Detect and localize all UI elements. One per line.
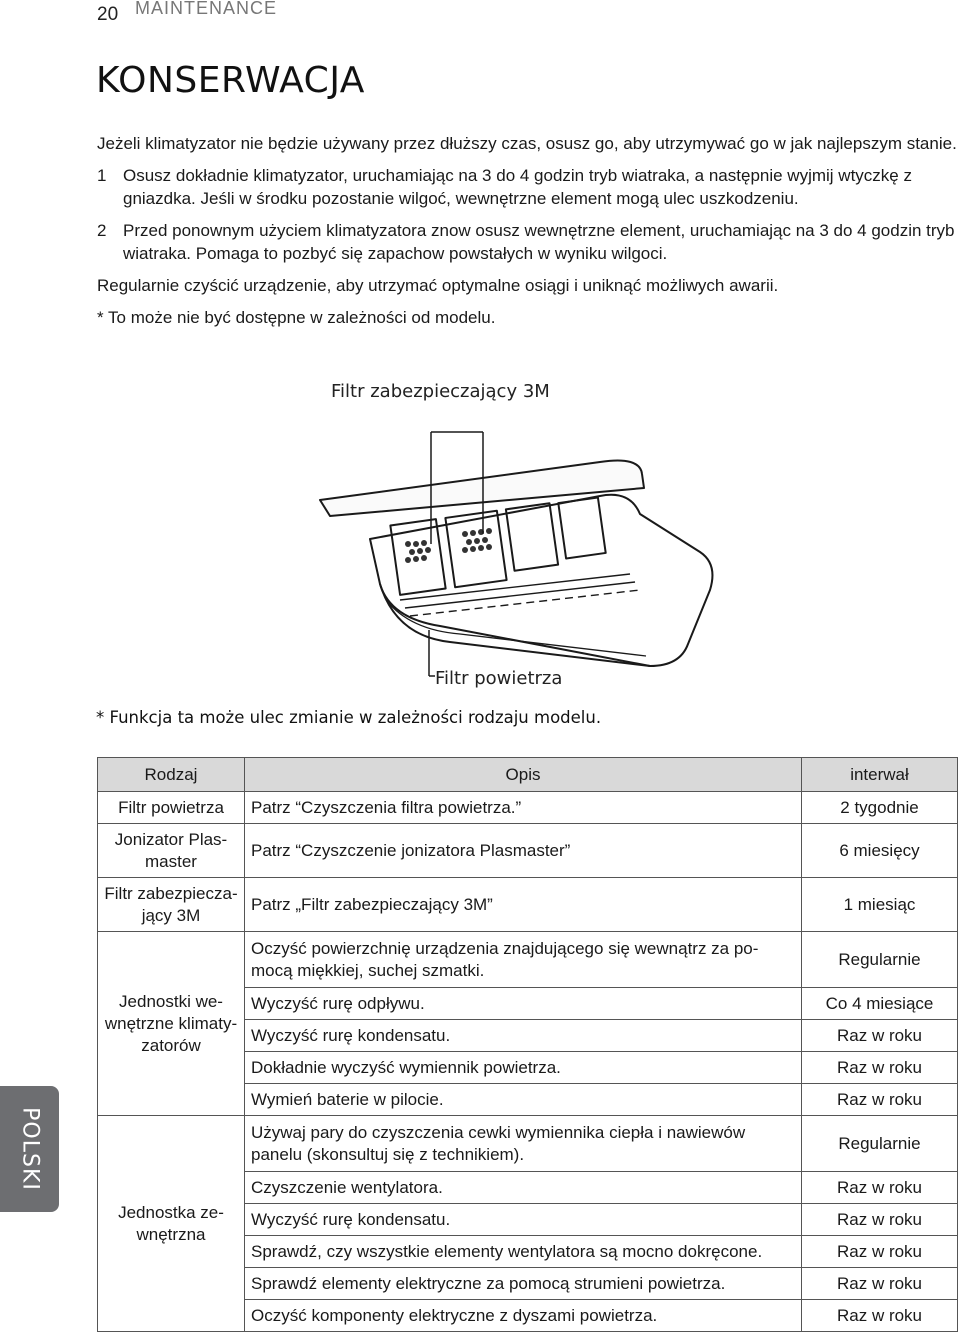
intro-paragraph: Jeżeli klimatyzator nie będzie używany przez dłuższy czas, osusz go, aby utrzymywać go w jak najlepszym stanie.	[97, 134, 957, 153]
figure-label-3m-filter: Filtr zabezpieczający 3M	[331, 381, 550, 402]
interval-cell: Raz w roku	[802, 1172, 958, 1204]
description-cell: Sprawdź elementy elektryczne za pomocą strumieni powietrza.	[245, 1268, 802, 1300]
header-section-title: MAINTENANCE	[135, 0, 278, 18]
step-number: 2	[97, 221, 107, 240]
column-header-interval: interwał	[802, 758, 958, 792]
figure-label-air-filter: Filtr powietrza	[435, 668, 563, 689]
table-row	[98, 824, 958, 878]
regular-cleaning-note: Regularnie czyścić urządzenie, aby utrzymać optymalne osiągi i uniknąć możliwych awarii.	[97, 276, 779, 295]
step-number: 1	[97, 166, 107, 185]
table-header-row	[98, 758, 958, 792]
type-cell-outdoor-unit: Jednostka ze-wnętrzna	[98, 1116, 245, 1332]
type-cell: Filtr powietrza	[98, 792, 245, 824]
interval-cell: Regularnie	[802, 932, 958, 988]
maintenance-table	[97, 757, 958, 1332]
description-cell: Sprawdź, czy wszystkie elementy wentylatora są mocno dokręcone.	[245, 1236, 802, 1268]
page-title: KONSERWACJA	[96, 60, 365, 101]
table-row	[98, 792, 958, 824]
description-cell: Wyczyść rurę kondensatu.	[245, 1204, 802, 1236]
step-text: Przed ponownym użyciem klimatyzatora znow osusz wewnętrzne element, uruchamiając na 3 do 4 godzin tryb wiatraka. Pomaga to pozbyć się zapachow powstałych w wyniku wilgoci.	[123, 221, 955, 263]
description-cell: Wyczyść rurę kondensatu.	[245, 1020, 802, 1052]
step-item	[97, 219, 957, 265]
step-item	[97, 164, 957, 210]
interval-cell: 6 miesięcy	[802, 824, 958, 878]
description-cell: Czyszczenie wentylatora.	[245, 1172, 802, 1204]
interval-cell: Raz w roku	[802, 1020, 958, 1052]
page-number: 20	[97, 4, 119, 25]
column-header-description: Opis	[245, 758, 802, 792]
language-label: POLSKI	[17, 1107, 42, 1191]
table-row	[98, 932, 958, 988]
description-cell: Dokładnie wyczyść wymiennik powietrza.	[245, 1052, 802, 1084]
column-header-type: Rodzaj	[98, 758, 245, 792]
type-cell: Filtr zabezpiecza-jący 3M	[98, 878, 245, 932]
interval-cell: Raz w roku	[802, 1204, 958, 1236]
type-cell-indoor-units: Jednostki we-wnętrzne klimaty-zatorów	[98, 932, 245, 1116]
interval-cell: Raz w roku	[802, 1300, 958, 1332]
model-availability-note: * To może nie być dostępne w zależności od modelu.	[97, 308, 496, 327]
interval-cell: Regularnie	[802, 1116, 958, 1172]
table-row	[98, 878, 958, 932]
description-cell: Wymień baterie w pilocie.	[245, 1084, 802, 1116]
description-cell: Patrz “Czyszczenie jonizatora Plasmaster”	[245, 824, 802, 878]
interval-cell: Raz w roku	[802, 1052, 958, 1084]
interval-cell: Raz w roku	[802, 1236, 958, 1268]
indoor-unit-figure	[300, 374, 720, 704]
description-cell: Patrz „Filtr zabezpieczający 3M”	[245, 878, 802, 932]
description-cell: Wyczyść rurę odpływu.	[245, 988, 802, 1020]
language-side-tab	[0, 1086, 59, 1212]
table-row	[98, 1116, 958, 1172]
description-cell: Patrz “Czyszczenia filtra powietrza.”	[245, 792, 802, 824]
description-cell: Używaj pary do czyszczenia cewki wymiennika ciepła i nawiewów panelu (skonsultuj się z technikiem).	[245, 1116, 802, 1172]
body-text	[97, 132, 957, 338]
interval-cell: 1 miesiąc	[802, 878, 958, 932]
interval-cell: Raz w roku	[802, 1268, 958, 1300]
indoor-unit-illustration	[300, 404, 720, 704]
interval-cell: 2 tygodnie	[802, 792, 958, 824]
type-cell: Jonizator Plas-master	[98, 824, 245, 878]
interval-cell: Co 4 miesiące	[802, 988, 958, 1020]
interval-cell: Raz w roku	[802, 1084, 958, 1116]
description-cell: Oczyść powierzchnię urządzenia znajdującego się wewnątrz za po-mocą miękkiej, suchej szmatki.	[245, 932, 802, 988]
figure-note: * Funkcja ta może ulec zmianie w zależności rodzaju modelu.	[96, 708, 602, 727]
step-text: Osusz dokładnie klimatyzator, uruchamiając na 3 do 4 godzin tryb wiatraka, a następnie wyjmij wtyczkę z gniazdka. Jeśli w środku pozostanie wilgoć, wewnętrzne element mogą ulec uszkodzeniu.	[123, 166, 912, 208]
description-cell: Oczyść komponenty elektryczne z dyszami powietrza.	[245, 1300, 802, 1332]
